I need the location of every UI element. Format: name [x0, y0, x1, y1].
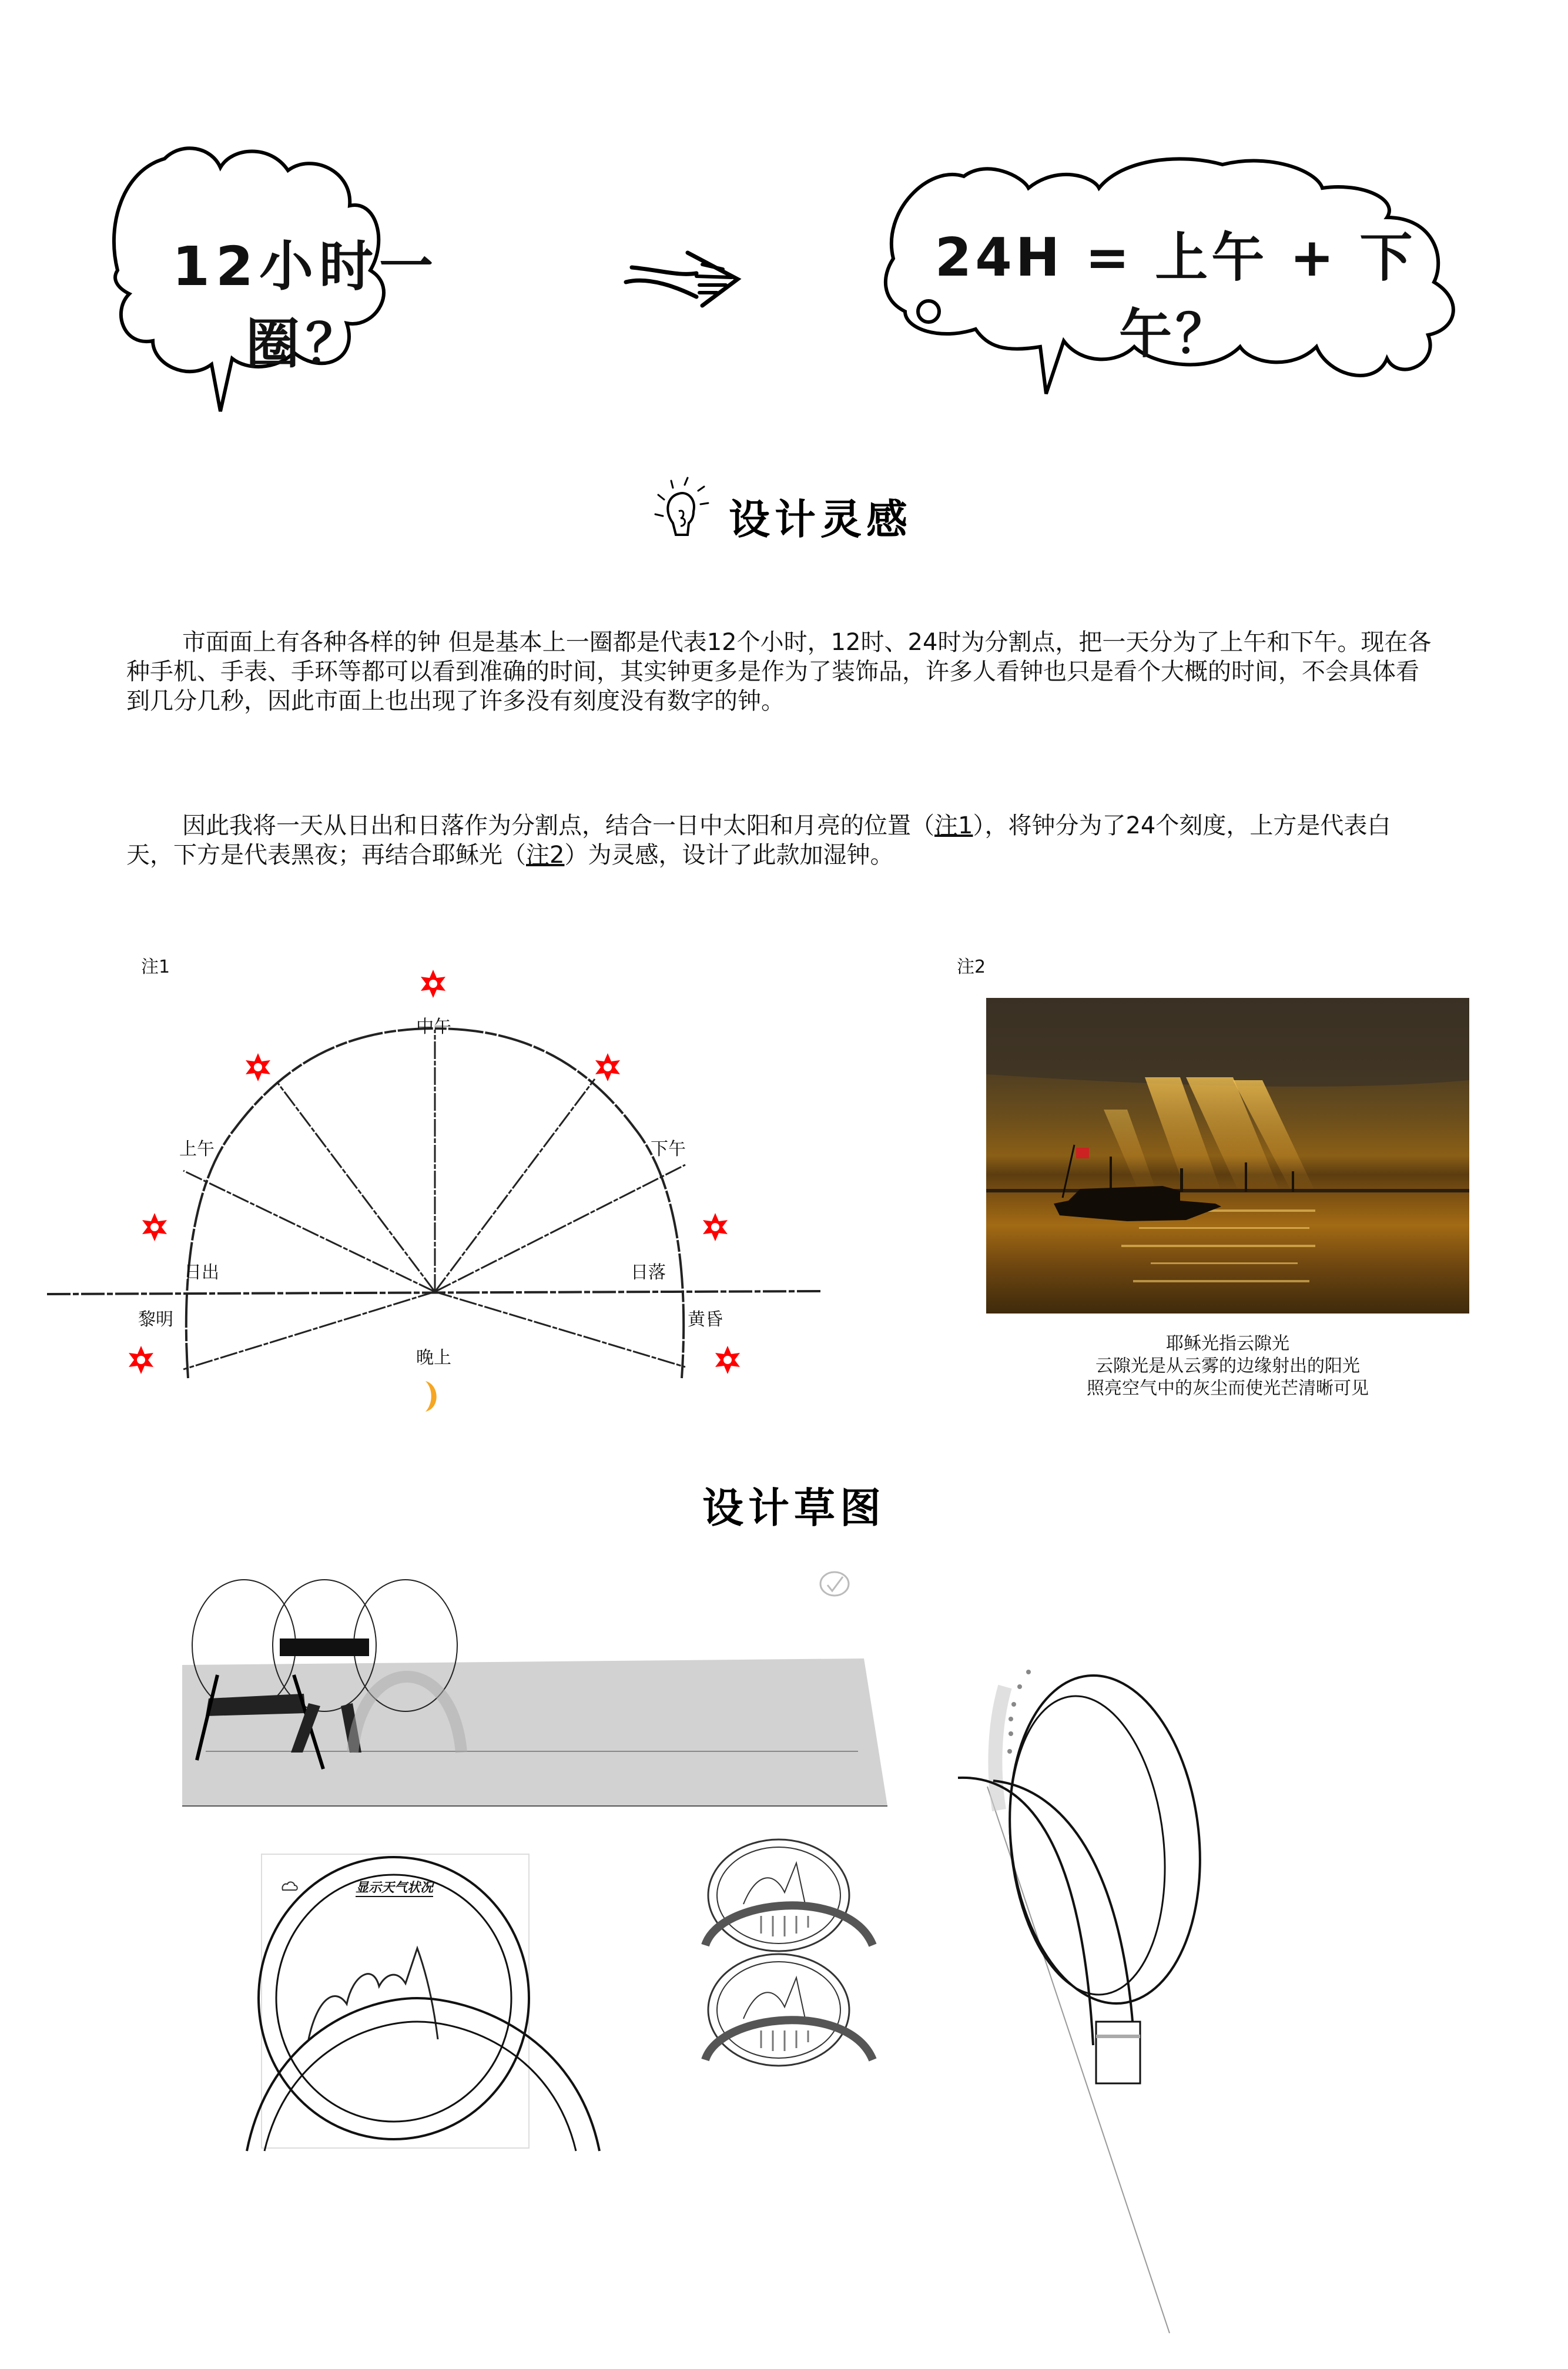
- crepuscular-rays-photo: [986, 998, 1469, 1313]
- sketch-ring-variant-1: [702, 1839, 879, 1948]
- sun-icon: [701, 1213, 729, 1241]
- note1-label: 注1: [141, 957, 170, 977]
- label-dusk: 黄昏: [688, 1309, 723, 1330]
- note1-link[interactable]: 注1: [934, 812, 973, 839]
- inspiration-paragraph-2: [126, 811, 1437, 870]
- sketch-ring-variant-2: [702, 1954, 879, 2063]
- label-sunset: 日落: [631, 1262, 666, 1283]
- note2-label: 注2: [957, 957, 986, 977]
- sketch-three-options: [159, 1540, 940, 1834]
- label-noon: 中午: [416, 1017, 451, 1037]
- paragraph-2-text-c: ）为灵感，设计了此款加湿钟。: [564, 842, 894, 869]
- caption-line-3: 照亮空气中的灰尘而使光芒清晰可见: [1087, 1378, 1369, 1399]
- label-dawn: 黎明: [138, 1309, 173, 1330]
- inspiration-header: [652, 476, 946, 547]
- sketch-ring-perspective: [934, 1599, 1346, 2363]
- bubble-right-text: 24H = 上午 + 下午？: [934, 227, 1416, 365]
- caption-line-1: 耶稣光指云隙光: [1166, 1333, 1289, 1354]
- check-circle-icon: [817, 1566, 852, 1601]
- sketches-title: 设计草图: [702, 1484, 886, 1532]
- sun-icon: [127, 1346, 155, 1374]
- cloud-weather-icon: [280, 1879, 298, 1891]
- sketch-ring-mountain-large: [247, 1845, 611, 2174]
- paragraph-2-text-a: 因此我将一天从日出和日落作为分割点，结合一日中太阳和月亮的位置（: [182, 812, 934, 839]
- note2-caption: [986, 1333, 1469, 1400]
- inspiration-title: 设计灵感: [729, 495, 912, 544]
- photo-scene: [986, 998, 1469, 1313]
- sun-icon: [419, 970, 447, 998]
- label-sunrise: 日出: [184, 1262, 219, 1283]
- inspiration-paragraph-1: [126, 628, 1437, 716]
- sun-icon: [244, 1053, 272, 1081]
- sun-icon: [713, 1346, 742, 1374]
- paragraph-2-text-b: ），将钟分为了24个刻度，上方是代表白天，下方是代表黑夜；再结合耶稣光（: [126, 812, 1391, 869]
- label-morning: 上午: [179, 1139, 215, 1160]
- lightbulb-icon: [652, 476, 717, 547]
- note2-link[interactable]: 注2: [526, 842, 565, 869]
- bubble-left-text: 12小时一圈？: [172, 235, 440, 376]
- hand-drawn-arrow-icon: [620, 241, 755, 306]
- paragraph-1-text: 市面面上有各种各样的钟 但是基本上一圈都是代表12个小时，12时、24时为分割点，把一天分为了上午和下午。现在各种手机、手表、手环等都可以看到准确的时间，其实钟更多是作为了装饰品，许多人看钟也只是看个大概的时间，不会具体看到几分几秒，因此市面上也出现了许多没有刻度没有数字的钟。: [126, 629, 1432, 715]
- thought-bubble-right: [870, 141, 1487, 411]
- sun-icon: [140, 1213, 169, 1241]
- sun-icon: [594, 1053, 622, 1081]
- caption-line-2: 云隙光是从云雾的边缘射出的阳光: [1095, 1356, 1360, 1376]
- label-night: 晚上: [416, 1348, 451, 1368]
- crescent-moon-icon: [422, 1380, 441, 1413]
- thought-bubble-left: [100, 135, 511, 417]
- weather-annotation: 显示天气状况: [356, 1878, 433, 1897]
- label-afternoon: 下午: [651, 1139, 686, 1160]
